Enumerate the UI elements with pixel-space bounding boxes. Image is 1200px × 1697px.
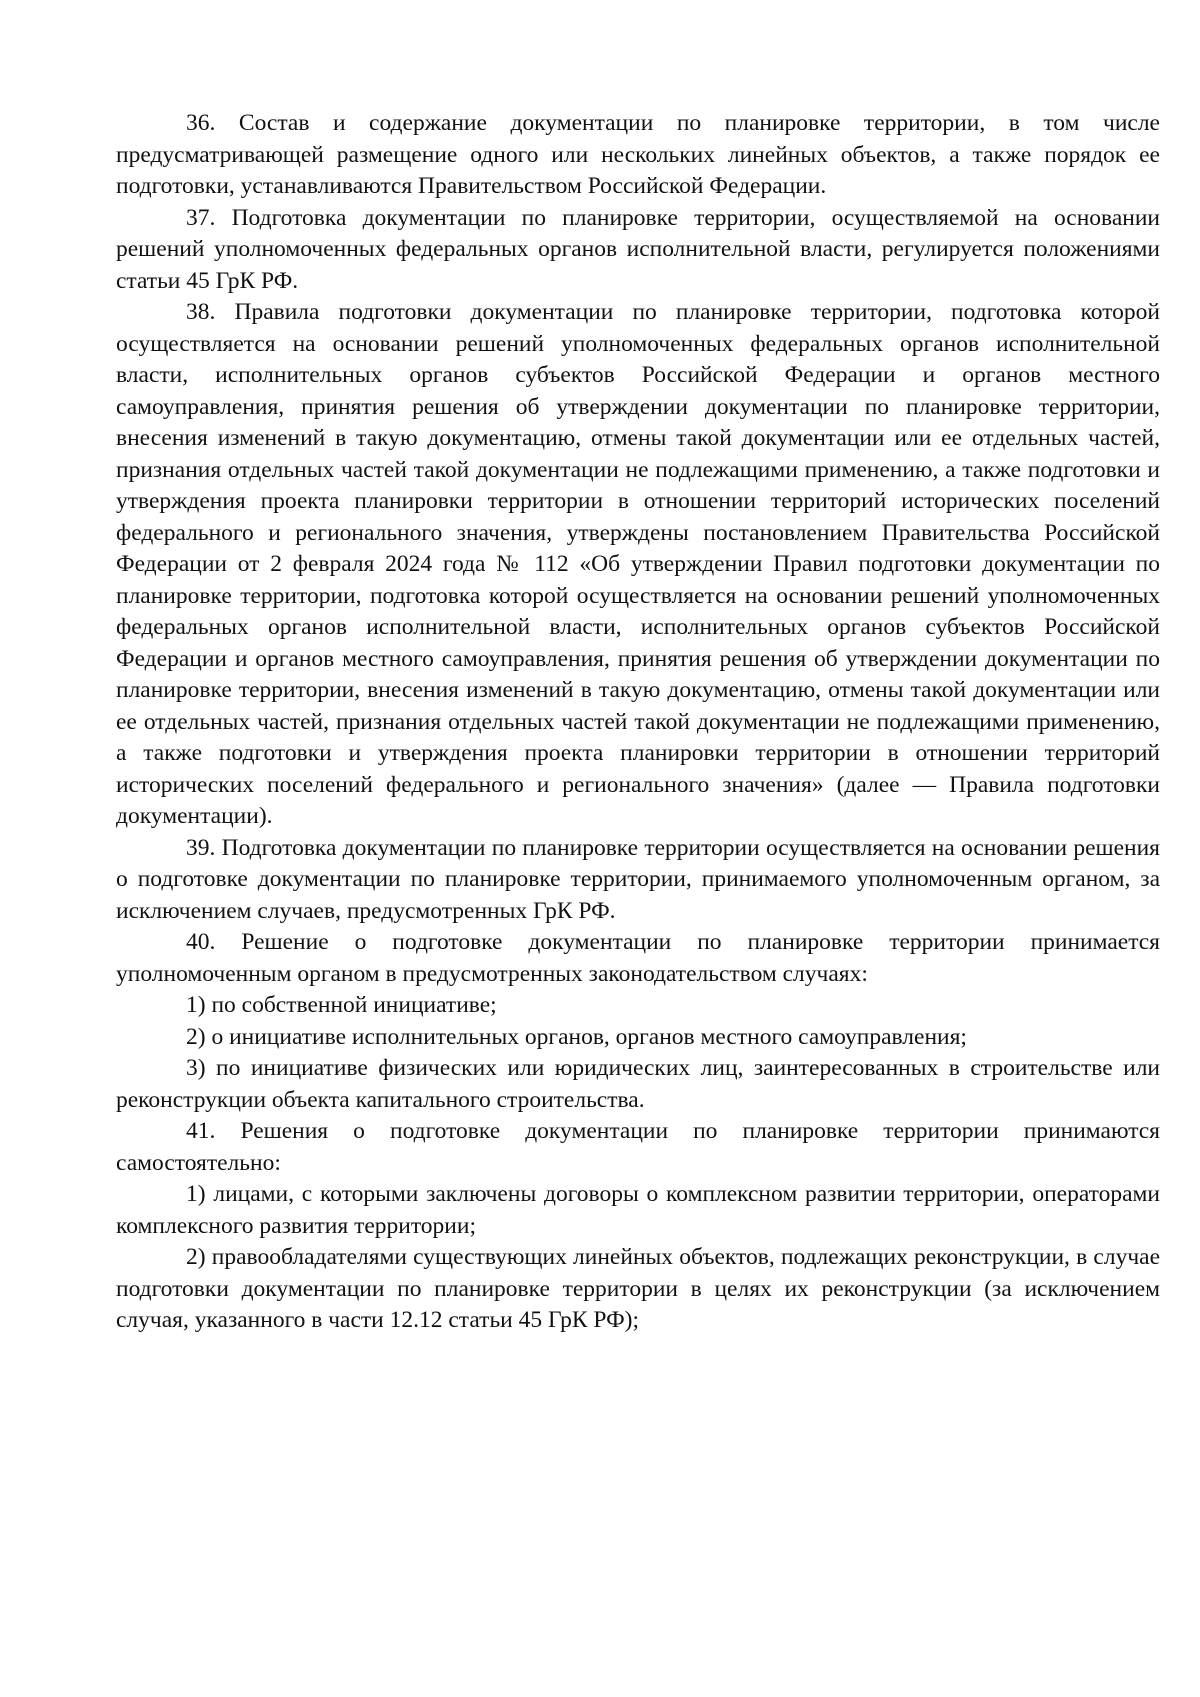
paragraph-38: 38. Правила подготовки документации по планировке территории, подготовка которой осуществляется на основании решений уполномоченных федеральных органов исполнительной власти, исполнительных органов субъектов Российской Федерации и органов местного самоуправления, принятия решения об утверждении документации по планировке территории, внесения изменений в такую документацию, отмены такой документации или ее отдельных частей, признания отдельных частей такой документации не подлежащими применению, а также подготовки и утверждения проекта планировки территории в отношении территорий исторических поселений федерального и регионального значения, утверждены постановлением Правительства Российской Федерации от 2 февраля 2024 года № 112 «Об утверждении Правил подготовки документации по планировке территории, подготовка которой осуществляется на основании решений уполномоченных федеральных органов исполнительной власти, исполнительных органов субъектов Российской Федерации и органов местного самоуправления, принятия решения об утверждении документации по планировке территории, внесения изменений в такую документацию, отмены такой документации или ее отдельных частей, признания отдельных частей такой документации не подлежащими применению, а также подготовки и утверждения проекта планировки территории в отношении территорий исторических поселений федерального и регионального значения» (далее — Правила подготовки документации).	[116, 299, 1160, 829]
paragraph-40-item-3: 3) по инициативе физических или юридических лиц, заинтересованных в строительстве или реконструкции объекта капитального строительства.	[116, 1055, 1160, 1113]
paragraph-37: 37. Подготовка документации по планировке территории, осуществляемой на основании решений уполномоченных федеральных органов исполнительной власти, регулируется положениями статьи 45 ГрК РФ.	[116, 204, 1160, 294]
paragraph-41-item-1: 1) лицами, с которыми заключены договоры о комплексном развитии территории, операторами комплексного развития территории;	[116, 1181, 1160, 1239]
document-page	[116, 108, 1160, 1337]
paragraph-41-item-2: 2) правообладателями существующих линейных объектов, подлежащих реконструкции, в случае подготовки документации по планировке территории в целях их реконструкции (за исключением случая, указанного в части 12.12 статьи 45 ГрК РФ);	[116, 1244, 1160, 1333]
paragraph-40: 40. Решение о подготовке документации по планировке территории принимается уполномоченным органом в предусмотренных законодательством случаях:	[116, 929, 1160, 987]
paragraph-36: 36. Состав и содержание документации по планировке территории, в том числе предусматривающей размещение одного или нескольких линейных объектов, а также порядок ее подготовки, устанавливаются Правительством Российской Федерации.	[116, 110, 1160, 199]
paragraph-39: 39. Подготовка документации по планировке территории осуществляется на основании решения о подготовке документации по планировке территории, принимаемого уполномоченным органом, за исключением случаев, предусмотренных ГрК РФ.	[116, 834, 1160, 924]
paragraph-40-item-2: 2) о инициативе исполнительных органов, органов местного самоуправления;	[186, 1023, 967, 1050]
paragraph-41: 41. Решения о подготовке документации по планировке территории принимаются самостоятельно:	[116, 1118, 1160, 1176]
paragraph-40-item-1: 1) по собственной инициативе;	[186, 992, 497, 1018]
